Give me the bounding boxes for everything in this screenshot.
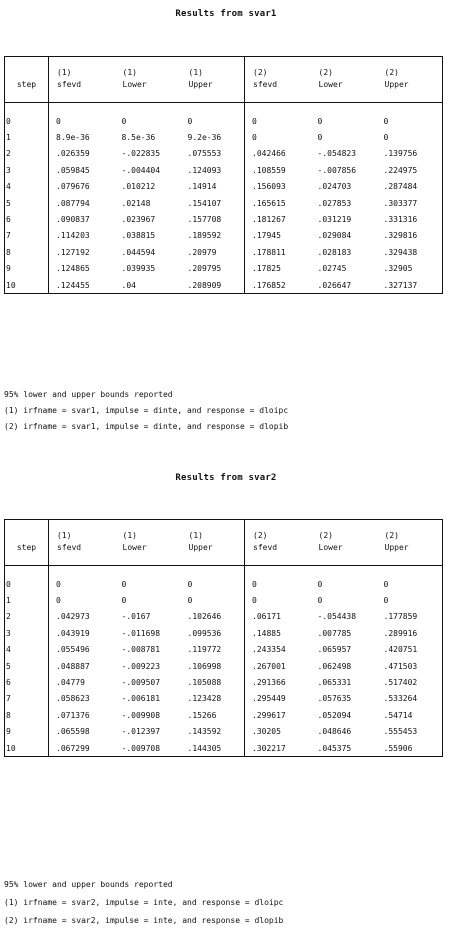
table-cell: .209795	[181, 261, 245, 277]
table-row	[5, 211, 443, 227]
group-label: (1)	[49, 57, 115, 78]
column-header: sfevd	[49, 77, 115, 103]
table-cell: 0	[181, 592, 245, 608]
table-cell: .071376	[56, 710, 90, 720]
table-cell: .127192	[56, 247, 90, 257]
table-cell: .289916	[377, 625, 443, 641]
table-cell: .139756	[377, 146, 443, 162]
group-label: (1)	[181, 520, 245, 541]
table-row	[5, 129, 443, 145]
table-cell: .471503	[377, 658, 443, 674]
table-cell: -.012397	[121, 727, 161, 737]
table-row	[5, 609, 443, 625]
results-table	[4, 56, 443, 294]
group-label: (2)	[245, 57, 311, 78]
table-cell: -.054823	[317, 149, 357, 159]
table-cell: .14885	[252, 628, 281, 638]
table-cell: .044594	[121, 247, 156, 257]
table-cell: .048646	[317, 727, 352, 737]
step-header: step	[5, 77, 49, 103]
table-note: (2) irfname = svar2, impulse = inte, and response = dlopib	[4, 916, 284, 925]
column-header-row	[5, 540, 443, 566]
table-cell: .533264	[377, 691, 443, 707]
table-row	[5, 261, 443, 277]
table-cell: .102646	[181, 609, 245, 625]
table-cell: .329438	[377, 244, 443, 260]
table-cell: .517402	[377, 674, 443, 690]
table-row	[5, 740, 443, 757]
table-cell: -.0167	[121, 612, 151, 622]
table-cell: .02148	[121, 198, 151, 208]
table-cell: 0	[181, 113, 245, 129]
table-cell: 0	[56, 579, 61, 589]
table-cell: .177859	[377, 609, 443, 625]
table-cell: .299617	[252, 710, 286, 720]
table-cell: .065598	[56, 727, 90, 737]
table-row	[5, 162, 443, 178]
table-cell: 0	[377, 592, 443, 608]
table-row	[5, 724, 443, 740]
table-cell: 0	[121, 116, 127, 126]
table-cell: .038815	[121, 231, 156, 241]
table-cell: .302217	[245, 740, 311, 757]
table-note: 95% lower and upper bounds reported	[4, 880, 173, 889]
table-row	[5, 576, 443, 592]
table-cell: .156093	[252, 182, 286, 192]
table-cell: .303377	[377, 195, 443, 211]
table-cell: .54714	[377, 707, 443, 723]
table-cell: .124093	[181, 162, 245, 178]
table-cell: .178811	[252, 247, 286, 257]
table-cell: .052094	[317, 710, 352, 720]
table-cell: .010212	[121, 182, 156, 192]
table-row	[5, 658, 443, 674]
table-cell: -.009708	[115, 740, 181, 757]
table-cell: .189592	[181, 228, 245, 244]
table-cell: -.007856	[317, 165, 357, 175]
table-cell: .157708	[181, 211, 245, 227]
table-cell: .32905	[377, 261, 443, 277]
column-header-row	[5, 77, 443, 103]
table-row	[5, 625, 443, 641]
table-cell: .075553	[181, 146, 245, 162]
table-cell: 0	[56, 116, 61, 126]
step-header: step	[5, 540, 49, 566]
table-cell: .042466	[252, 149, 286, 159]
table-cell: .059845	[56, 165, 90, 175]
step-cell: 4	[5, 179, 49, 195]
table-row	[5, 707, 443, 723]
step-cell: 1	[5, 129, 49, 145]
group-label: (2)	[377, 520, 443, 541]
table-cell: .555453	[377, 724, 443, 740]
step-cell: 8	[5, 707, 49, 723]
table-cell: .20979	[181, 244, 245, 260]
group-label: (1)	[115, 57, 181, 78]
table-cell: 8.9e-36	[56, 133, 90, 143]
step-cell: 5	[5, 195, 49, 211]
table-cell: .17825	[252, 264, 281, 274]
table-cell: .087794	[56, 198, 90, 208]
table-cell: .043919	[56, 628, 90, 638]
table-cell: .144305	[181, 740, 245, 757]
column-header: sfevd	[245, 77, 311, 103]
table-cell: .124865	[56, 264, 90, 274]
table-cell: -.006181	[121, 694, 161, 704]
table-cell: .291366	[252, 678, 286, 688]
table-cell: 8.5e-36	[121, 133, 156, 143]
group-label: (1)	[115, 520, 181, 541]
table-cell: .208909	[181, 277, 245, 294]
table-cell: .331316	[377, 211, 443, 227]
results-table	[4, 519, 443, 757]
table-row	[5, 277, 443, 294]
step-cell: 9	[5, 261, 49, 277]
step-cell: 2	[5, 146, 49, 162]
table-row	[5, 146, 443, 162]
table-note: (2) irfname = svar1, impulse = dinte, and response = dlopib	[4, 422, 289, 431]
table-cell: .027853	[317, 198, 352, 208]
table-row	[5, 691, 443, 707]
table-cell: .062498	[317, 661, 352, 671]
table-cell: -.004404	[121, 165, 161, 175]
table-cell: .065957	[317, 645, 352, 655]
table-note: (1) irfname = svar2, impulse = inte, and response = dloipc	[4, 898, 284, 907]
table-cell: .287484	[377, 179, 443, 195]
table-cell: .124455	[49, 277, 115, 294]
table-title: Results from svar1	[175, 9, 277, 19]
group-label: (1)	[181, 57, 245, 78]
group-label: (2)	[245, 520, 311, 541]
step-cell: 8	[5, 244, 49, 260]
table-cell: 9.2e-36	[181, 129, 245, 145]
table-cell: .420751	[377, 642, 443, 658]
table-cell: .007785	[317, 628, 352, 638]
table-row	[5, 228, 443, 244]
table-cell: 0	[252, 596, 257, 606]
step-cell: 9	[5, 724, 49, 740]
table-cell: -.022835	[121, 149, 161, 159]
table-cell: .057635	[317, 694, 352, 704]
table-cell: .026647	[311, 277, 377, 294]
table-cell: .042973	[56, 612, 90, 622]
group-label-row	[5, 57, 443, 78]
table-row	[5, 179, 443, 195]
table-cell: .295449	[252, 694, 286, 704]
table-cell: .224975	[377, 162, 443, 178]
column-header: Lower	[115, 77, 181, 103]
table-cell: .045375	[311, 740, 377, 757]
step-cell: 10	[5, 277, 49, 294]
group-label-row	[5, 520, 443, 541]
table-cell: .329816	[377, 228, 443, 244]
column-header: Lower	[311, 540, 377, 566]
table-cell: 0	[377, 113, 443, 129]
step-cell: 3	[5, 162, 49, 178]
table-cell: .023967	[121, 215, 156, 225]
table-cell: -.011698	[121, 628, 161, 638]
table-cell: 0	[121, 579, 127, 589]
table-cell: .181267	[252, 215, 286, 225]
step-cell: 6	[5, 211, 49, 227]
table-cell: 0	[377, 576, 443, 592]
table-cell: -.009908	[121, 710, 161, 720]
table-cell: .065331	[317, 678, 352, 688]
column-header: Lower	[311, 77, 377, 103]
table-cell: .15266	[181, 707, 245, 723]
step-cell: 10	[5, 740, 49, 757]
table-cell: .06171	[252, 612, 281, 622]
table-cell: .106998	[181, 658, 245, 674]
table-cell: .099536	[181, 625, 245, 641]
table-cell: .114203	[56, 231, 90, 241]
table-cell: .14914	[181, 179, 245, 195]
column-header: Lower	[115, 540, 181, 566]
table-cell: 0	[181, 576, 245, 592]
table-cell: 0	[121, 596, 127, 606]
group-label: (2)	[377, 57, 443, 78]
table-cell: 0	[252, 133, 257, 143]
table-note: (1) irfname = svar1, impulse = dinte, and response = dloipc	[4, 406, 289, 415]
step-cell: 5	[5, 658, 49, 674]
column-header: sfevd	[245, 540, 311, 566]
table-cell: -.054438	[317, 612, 357, 622]
step-cell: 2	[5, 609, 49, 625]
table-row	[5, 244, 443, 260]
table-cell: .024703	[317, 182, 352, 192]
column-header: sfevd	[49, 540, 115, 566]
table-row	[5, 113, 443, 129]
table-row	[5, 642, 443, 658]
table-cell: .105088	[181, 674, 245, 690]
table-cell: .031219	[317, 215, 352, 225]
table-cell: .048887	[56, 661, 90, 671]
column-header: Upper	[181, 540, 245, 566]
group-label: (2)	[311, 57, 377, 78]
table-cell: .055496	[56, 645, 90, 655]
step-cell: 4	[5, 642, 49, 658]
column-header: Upper	[181, 77, 245, 103]
table-cell: .143592	[181, 724, 245, 740]
step-cell: 3	[5, 625, 49, 641]
table-cell: 0	[317, 133, 323, 143]
table-cell: .119772	[181, 642, 245, 658]
table-cell: .067299	[49, 740, 115, 757]
table-cell: .165615	[252, 198, 286, 208]
table-cell: 0	[56, 596, 61, 606]
table-cell: .04	[115, 277, 181, 294]
table-cell: .17945	[252, 231, 281, 241]
table-cell: .029084	[317, 231, 352, 241]
table-cell: 0	[252, 579, 257, 589]
step-cell: 7	[5, 691, 49, 707]
table-title: Results from svar2	[175, 473, 277, 483]
table-cell: .176852	[245, 277, 311, 294]
table-cell: .04779	[56, 678, 85, 688]
table-cell: -.008781	[121, 645, 161, 655]
table-cell: .028183	[317, 247, 352, 257]
table-cell: .058623	[56, 694, 90, 704]
table-cell: .123428	[181, 691, 245, 707]
table-row	[5, 195, 443, 211]
table-cell: .026359	[56, 149, 90, 159]
table-cell: 0	[377, 129, 443, 145]
table-cell: .079676	[56, 182, 90, 192]
table-cell: .154107	[181, 195, 245, 211]
table-cell: .108559	[252, 165, 286, 175]
step-cell: 0	[5, 576, 49, 592]
step-cell: 1	[5, 592, 49, 608]
table-row	[5, 592, 443, 608]
table-cell: 0	[252, 116, 257, 126]
table-cell: 0	[317, 116, 323, 126]
step-cell: 7	[5, 228, 49, 244]
table-cell: -.009223	[121, 661, 161, 671]
group-label: (2)	[311, 520, 377, 541]
table-cell: .267001	[252, 661, 286, 671]
table-cell: .039935	[121, 264, 156, 274]
table-cell: .55906	[377, 740, 443, 757]
table-cell: -.009507	[121, 678, 161, 688]
table-cell: .090837	[56, 215, 90, 225]
table-note: 95% lower and upper bounds reported	[4, 390, 173, 399]
table-cell: .30205	[252, 727, 281, 737]
step-cell: 6	[5, 674, 49, 690]
column-header: Upper	[377, 77, 443, 103]
table-cell: 0	[317, 579, 323, 589]
table-cell: .02745	[317, 264, 347, 274]
table-cell: .243354	[252, 645, 286, 655]
table-cell: .327137	[377, 277, 443, 294]
column-header: Upper	[377, 540, 443, 566]
group-label: (1)	[49, 520, 115, 541]
step-cell: 0	[5, 113, 49, 129]
table-row	[5, 674, 443, 690]
table-cell: 0	[317, 596, 323, 606]
